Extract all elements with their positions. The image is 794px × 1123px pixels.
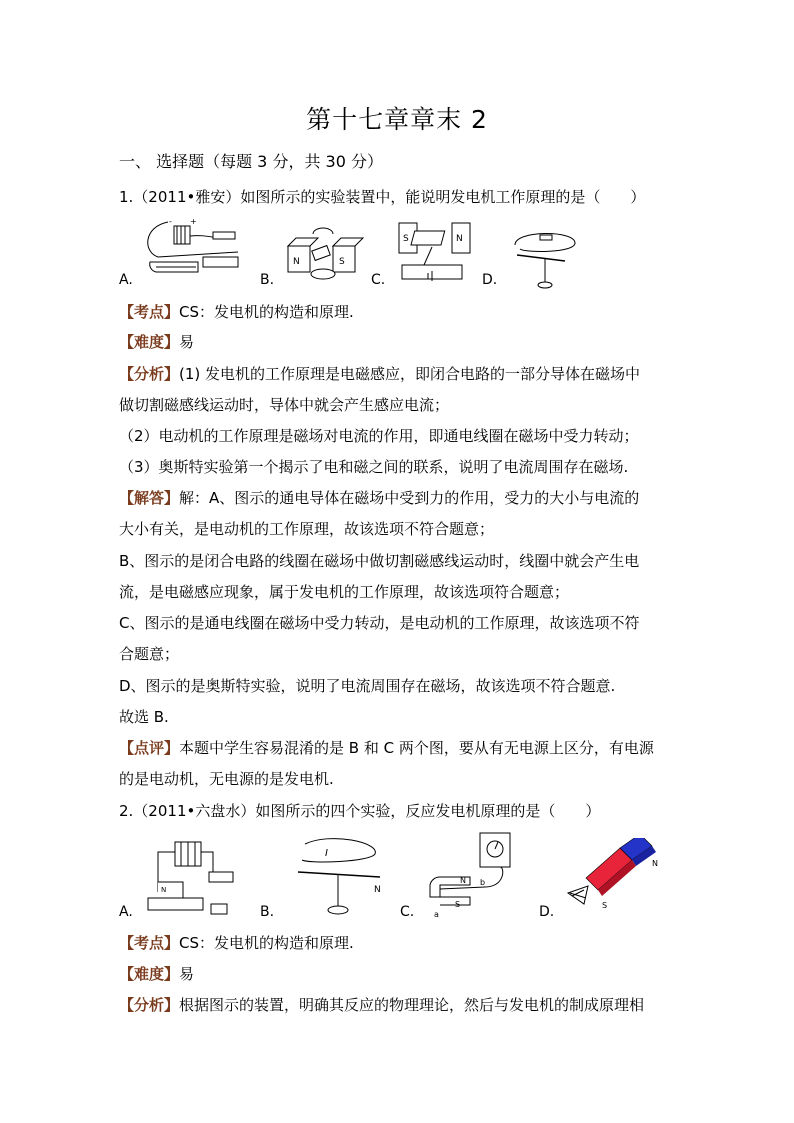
q1-jieda-7: D、图示的是奥斯特实验，说明了电流周围存在磁场，故该选项不符合题意. <box>119 677 616 695</box>
q1-jieda-4: 流，是电磁感应现象，属于发电机的工作原理，故该选项符合题意； <box>119 583 570 601</box>
fenxi-text: (1) 发电机的工作原理是电磁感应，即闭合电路的一部分导体在磁场中 <box>179 365 641 383</box>
q1-stem: 1.（2011•雅安）如图所示的实验装置中，能说明发电机工作原理的是（ ） <box>119 188 646 206</box>
q2-figure-c <box>420 827 525 922</box>
svg-text:N: N <box>460 876 466 885</box>
q1-figure-c <box>394 215 479 285</box>
q1-jieda-5: C、图示的是通电线圈在磁场中受力转动，是电动机的工作原理，故该选项不符 <box>119 614 640 632</box>
kaodian-tag: 【考点】 <box>119 303 180 321</box>
dianping-tag: 【点评】 <box>119 739 180 757</box>
kaodian-text: CS：发电机的构造和原理. <box>179 934 354 952</box>
q1-jieda-3: B、图示的是闭合电路的线圈在磁场中做切割磁感线运动时，线圈中就会产生电 <box>119 552 640 570</box>
q2-figure-a <box>143 832 243 920</box>
fenxi-tag: 【分析】 <box>119 365 180 383</box>
q1-option-a: A. <box>119 272 133 288</box>
svg-text:S: S <box>602 901 608 910</box>
q1-option-b: B. <box>260 272 275 288</box>
q1-fenxi-4: （3）奥斯特实验第一个揭示了电和磁之间的联系，说明了电流周围存在磁场. <box>119 458 629 476</box>
dianping-text: 本题中学生容易混淆的是 B 和 C 两个图，要从有无电源上区分，有电源 <box>179 739 654 757</box>
q2-nandu <box>119 963 679 984</box>
q2-stem: 2.（2011•六盘水）如图所示的四个实验，反应发电机原理的是（ ） <box>119 802 601 820</box>
q1-figure-d <box>505 225 585 295</box>
q2-option-b: B. <box>260 904 275 920</box>
q1-dianping-1 <box>119 737 679 758</box>
q1-figure-b <box>283 226 368 281</box>
svg-text:S: S <box>339 257 345 267</box>
q1-dianping-2: 的是电动机，无电源的是发电机. <box>119 770 334 788</box>
q1-option-c: C. <box>371 272 386 288</box>
section-heading: 一、 选择题（每题 3 分，共 30 分） <box>119 152 383 171</box>
svg-text:S: S <box>455 900 461 909</box>
fenxi-text: 根据图示的装置，明确其反应的物理理论，然后与发电机的制成原理相 <box>179 996 645 1014</box>
q2-kaodian <box>119 932 679 953</box>
svg-text:I: I <box>325 848 328 859</box>
q1-jieda-1 <box>119 487 679 508</box>
jieda-tag: 【解答】 <box>119 489 180 507</box>
q1-kaodian <box>119 301 679 322</box>
svg-text:b: b <box>480 878 486 887</box>
nandu-tag: 【难度】 <box>119 333 180 351</box>
q1-jieda-2: 大小有关，是电动机的工作原理，故该选项不符合题意； <box>119 520 495 538</box>
fenxi-tag: 【分析】 <box>119 996 180 1014</box>
svg-text:+: + <box>190 217 197 226</box>
q1-jieda-8: 故选 B. <box>119 708 169 726</box>
jieda-text: 解：A、图示的通电导体在磁场中受到力的作用，受力的大小与电流的 <box>179 489 640 507</box>
q1-nandu <box>119 331 679 352</box>
page-title: 第十七章章末 2 <box>306 105 488 134</box>
svg-text:N: N <box>293 257 300 267</box>
kaodian-tag: 【考点】 <box>119 934 180 952</box>
q1-jieda-6: 合题意； <box>119 645 180 663</box>
q2-figure-d <box>560 838 670 923</box>
svg-text:N: N <box>456 234 463 244</box>
svg-text:N: N <box>161 886 167 894</box>
kaodian-text: CS：发电机的构造和原理. <box>179 303 354 321</box>
svg-text:N: N <box>652 859 658 868</box>
q1-option-d: D. <box>482 272 498 288</box>
svg-text:-: - <box>169 217 172 226</box>
q2-option-d: D. <box>539 904 555 920</box>
svg-text:S: S <box>403 234 409 244</box>
q1-fenxi-3: （2）电动机的工作原理是磁场对电流的作用，即通电线圈在磁场中受力转动； <box>119 427 639 445</box>
q2-figure-b <box>290 832 390 922</box>
q2-option-a: A. <box>119 904 133 920</box>
svg-text:a: a <box>434 910 439 919</box>
svg-text:N: N <box>374 885 381 895</box>
q2-option-c: C. <box>400 904 415 920</box>
q1-fenxi-1 <box>119 363 679 384</box>
q1-figure-a <box>138 212 253 292</box>
q2-fenxi-1 <box>119 994 679 1015</box>
nandu-text: 易 <box>179 965 195 983</box>
nandu-text: 易 <box>179 333 195 351</box>
q1-fenxi-2: 做切割磁感线运动时，导体中就会产生感应电流； <box>119 396 450 414</box>
nandu-tag: 【难度】 <box>119 965 180 983</box>
